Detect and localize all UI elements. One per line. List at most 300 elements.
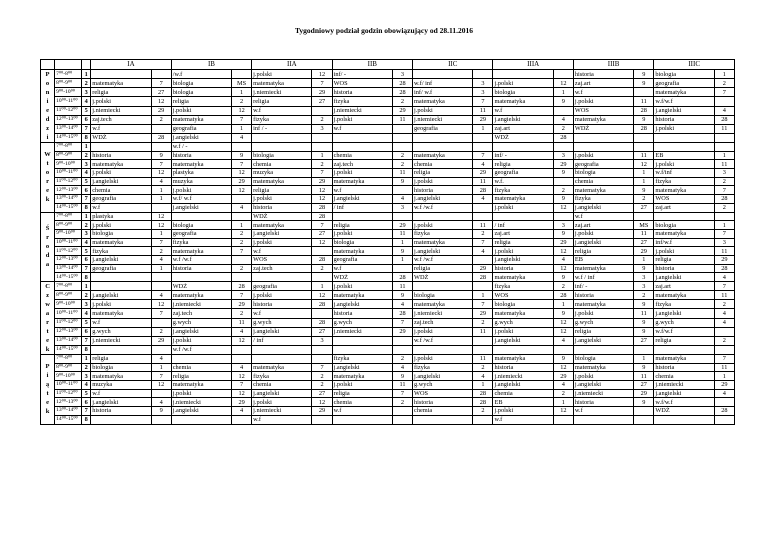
- subject-cell: matematyka: [573, 115, 633, 124]
- subject-cell: fizyka: [332, 355, 392, 364]
- subject-cell: matematyka: [654, 186, 714, 195]
- room-cell: [232, 70, 252, 79]
- room-cell: [714, 212, 734, 221]
- lesson-number: 7: [82, 407, 91, 416]
- table-row: [41, 247, 735, 256]
- room-cell: 4: [553, 255, 573, 264]
- room-cell: 3: [312, 124, 332, 133]
- subject-cell: w.f: [332, 407, 392, 416]
- room-cell: 29: [151, 336, 171, 345]
- room-cell: [232, 212, 252, 221]
- subject-cell: religia: [413, 264, 473, 273]
- class-header-iiia: IIIA: [493, 60, 573, 70]
- table-row: [41, 203, 735, 212]
- subject-cell: j.niemiecki: [91, 106, 151, 115]
- subject-cell: j.polski: [573, 151, 633, 160]
- subject-cell: w.f: [573, 212, 633, 221]
- subject-cell: religia: [654, 336, 714, 345]
- lesson-number: 6: [82, 255, 91, 264]
- subject-cell: historia: [413, 186, 473, 195]
- table-row: [41, 212, 735, 221]
- subject-cell: muzyka: [252, 169, 312, 178]
- room-cell: 1: [634, 177, 654, 186]
- subject-cell: chemia: [171, 363, 231, 372]
- lesson-number: 5: [82, 247, 91, 256]
- table-row: [41, 336, 735, 345]
- room-cell: 3: [553, 151, 573, 160]
- lesson-number: 8: [82, 203, 91, 212]
- room-cell: 9: [392, 372, 412, 381]
- room-cell: 12: [151, 381, 171, 390]
- table-row: [41, 389, 735, 398]
- room-cell: [392, 415, 412, 424]
- subject-cell: matematyka: [91, 238, 151, 247]
- subject-cell: j.polski: [252, 398, 312, 407]
- room-cell: 11: [473, 221, 493, 230]
- day-label: [41, 143, 55, 213]
- subject-cell: j.angielski: [171, 133, 231, 142]
- subject-cell: matematyka: [493, 309, 553, 318]
- subject-cell: [171, 273, 231, 282]
- subject-cell: matematyka: [171, 115, 231, 124]
- subject-cell: matematyka: [332, 247, 392, 256]
- subject-cell: inf/ w.f: [413, 88, 473, 97]
- lesson-number: 8: [82, 345, 91, 354]
- subject-cell: [91, 273, 151, 282]
- lesson-number: 4: [82, 309, 91, 318]
- subject-cell: matematyka: [654, 229, 714, 238]
- subject-cell: j.angielski: [654, 273, 714, 282]
- lesson-hours: 7⁰⁰-8⁰⁰: [55, 212, 82, 221]
- lesson-number: 3: [82, 372, 91, 381]
- subject-cell: matematyka: [654, 355, 714, 364]
- day-letter: w: [45, 301, 50, 308]
- day-letter: i: [46, 372, 49, 380]
- subject-cell: religia: [171, 97, 231, 106]
- day-label: [41, 212, 55, 282]
- room-cell: 12: [232, 186, 252, 195]
- room-cell: 12: [312, 195, 332, 204]
- class-header-iiib: IIIB: [573, 60, 653, 70]
- room-cell: 7: [714, 229, 734, 238]
- lesson-hours: 10⁰⁰-11⁰⁰: [55, 381, 82, 390]
- room-cell: 3: [392, 203, 412, 212]
- subject-cell: w.f: [91, 203, 151, 212]
- room-cell: 4: [232, 203, 252, 212]
- subject-cell: EB: [493, 398, 553, 407]
- subject-cell: [413, 345, 473, 354]
- subject-cell: [332, 345, 392, 354]
- subject-cell: j.angielski: [573, 238, 633, 247]
- room-cell: 29: [392, 106, 412, 115]
- room-cell: 2: [634, 291, 654, 300]
- room-cell: 28: [312, 255, 332, 264]
- lesson-number: 7: [82, 195, 91, 204]
- room-cell: 29: [473, 115, 493, 124]
- room-cell: 7: [232, 247, 252, 256]
- table-row: [41, 255, 735, 264]
- room-cell: 3: [553, 221, 573, 230]
- subject-cell: WOS: [654, 195, 714, 204]
- subject-cell: [493, 345, 553, 354]
- subject-cell: religia: [332, 389, 392, 398]
- table-row: [41, 97, 735, 106]
- room-cell: 1: [312, 282, 332, 291]
- subject-cell: j.angielski: [573, 336, 633, 345]
- room-cell: 2: [553, 124, 573, 133]
- day-letter: d: [45, 252, 50, 260]
- subject-cell: inf / -: [252, 124, 312, 133]
- subject-cell: j.angielski: [413, 195, 473, 204]
- lesson-number: 6: [82, 398, 91, 407]
- room-cell: 28: [312, 300, 332, 309]
- subject-cell: historia: [573, 398, 633, 407]
- subject-cell: w.f: [91, 124, 151, 133]
- subject-cell: matematyka: [573, 264, 633, 273]
- room-cell: [553, 106, 573, 115]
- room-cell: 2: [714, 79, 734, 88]
- room-cell: 9: [634, 70, 654, 79]
- subject-cell: j.polski: [413, 355, 473, 364]
- subject-cell: historia: [493, 264, 553, 273]
- room-cell: 1: [151, 264, 171, 273]
- lesson-hours: 7⁰⁰-8⁰⁰: [55, 282, 82, 291]
- room-cell: 29: [392, 327, 412, 336]
- subject-cell: EB: [573, 255, 633, 264]
- subject-cell: [91, 143, 151, 152]
- subject-cell: w.f / -: [171, 143, 231, 152]
- subject-cell: w.f: [573, 88, 633, 97]
- subject-cell: zaj.tech: [332, 160, 392, 169]
- subject-cell: geografia: [171, 229, 231, 238]
- subject-cell: w.f/inf: [654, 169, 714, 178]
- room-cell: 11: [714, 247, 734, 256]
- subject-cell: historia: [654, 115, 714, 124]
- room-cell: 11: [392, 169, 412, 178]
- subject-cell: j.angielski: [332, 300, 392, 309]
- room-cell: 7: [714, 186, 734, 195]
- room-cell: 3: [392, 70, 412, 79]
- subject-cell: matematyka: [493, 97, 553, 106]
- room-cell: [312, 345, 332, 354]
- subject-cell: [252, 143, 312, 152]
- room-cell: 28: [151, 133, 171, 142]
- room-cell: 29: [151, 106, 171, 115]
- subject-cell: biologia: [171, 88, 231, 97]
- subject-cell: geografia: [573, 160, 633, 169]
- room-cell: 9: [553, 195, 573, 204]
- room-cell: [312, 247, 332, 256]
- room-cell: 3: [312, 336, 332, 345]
- room-cell: 11: [634, 229, 654, 238]
- room-cell: 1: [151, 363, 171, 372]
- subject-cell: historia: [573, 291, 633, 300]
- subject-cell: chemia: [332, 398, 392, 407]
- subject-cell: g.wych: [573, 318, 633, 327]
- lesson-hours: 12⁰⁰-13⁰⁰: [55, 327, 82, 336]
- lesson-number: 4: [82, 97, 91, 106]
- room-cell: 12: [151, 97, 171, 106]
- room-cell: [312, 309, 332, 318]
- subject-cell: matematyka: [252, 79, 312, 88]
- lesson-hours: 14⁰⁰-15⁰⁰: [55, 203, 82, 212]
- room-cell: MS: [232, 79, 252, 88]
- room-cell: 29: [312, 407, 332, 416]
- room-cell: 2: [473, 318, 493, 327]
- header-blank: [82, 60, 91, 70]
- subject-cell: j.angielski: [573, 203, 633, 212]
- subject-cell: [573, 415, 633, 424]
- subject-cell: j.polski: [573, 372, 633, 381]
- day-letter: r: [46, 319, 49, 326]
- room-cell: 11: [392, 282, 412, 291]
- room-cell: 4: [714, 389, 734, 398]
- lesson-hours: 9⁰⁰-10⁰⁰: [55, 300, 82, 309]
- subject-cell: historia: [252, 300, 312, 309]
- room-cell: 11: [634, 372, 654, 381]
- subject-cell: [573, 133, 633, 142]
- lesson-hours: 12⁰⁰-13⁰⁰: [55, 186, 82, 195]
- room-cell: [151, 282, 171, 291]
- room-cell: 7: [232, 160, 252, 169]
- room-cell: 11: [473, 177, 493, 186]
- room-cell: [553, 345, 573, 354]
- subject-cell: j.angielski: [573, 381, 633, 390]
- subject-cell: j.niemiecki: [413, 309, 473, 318]
- room-cell: 28: [392, 79, 412, 88]
- lesson-number: 5: [82, 177, 91, 186]
- subject-cell: muzyka: [91, 381, 151, 390]
- subject-cell: biologia: [413, 291, 473, 300]
- room-cell: 12: [151, 169, 171, 178]
- subject-cell: j.niemiecki: [252, 88, 312, 97]
- subject-cell: [413, 212, 473, 221]
- room-cell: 2: [151, 247, 171, 256]
- subject-cell: w.f /w.f: [413, 255, 473, 264]
- room-cell: 1: [553, 88, 573, 97]
- room-cell: 7: [151, 79, 171, 88]
- room-cell: 27: [312, 229, 332, 238]
- subject-cell: historia: [654, 264, 714, 273]
- subject-cell: geografia: [171, 124, 231, 133]
- subject-cell: EB: [654, 151, 714, 160]
- subject-cell: fizyka: [573, 195, 633, 204]
- table-row: [41, 407, 735, 416]
- lesson-hours: 8⁰⁰-9⁰⁰: [55, 79, 82, 88]
- subject-cell: WOS: [332, 79, 392, 88]
- subject-cell: j.angielski: [91, 291, 151, 300]
- room-cell: 28: [392, 309, 412, 318]
- lesson-number: 3: [82, 300, 91, 309]
- room-cell: 7: [473, 300, 493, 309]
- room-cell: 1: [473, 291, 493, 300]
- room-cell: 12: [312, 238, 332, 247]
- table-row: [41, 186, 735, 195]
- day-letter: z: [46, 125, 49, 132]
- subject-cell: zaj.art: [654, 203, 714, 212]
- table-row: [41, 381, 735, 390]
- subject-cell: j.angielski: [252, 389, 312, 398]
- day-letter: P: [45, 363, 50, 371]
- room-cell: 7: [151, 309, 171, 318]
- room-cell: [714, 143, 734, 152]
- subject-cell: fizyka: [171, 238, 231, 247]
- subject-cell: j.niemiecki: [332, 106, 392, 115]
- room-cell: 12: [553, 327, 573, 336]
- subject-cell: [252, 273, 312, 282]
- room-cell: 12: [553, 363, 573, 372]
- room-cell: 29: [553, 372, 573, 381]
- subject-cell: j.angielski: [91, 177, 151, 186]
- header-blank: [41, 60, 55, 70]
- room-cell: [473, 212, 493, 221]
- subject-cell: biologia: [654, 70, 714, 79]
- lesson-number: 2: [82, 363, 91, 372]
- subject-cell: [493, 143, 553, 152]
- subject-cell: zaj.tech: [413, 318, 473, 327]
- subject-cell: [91, 415, 151, 424]
- day-letter: o: [45, 169, 50, 177]
- room-cell: 2: [232, 238, 252, 247]
- day-letter: e: [46, 399, 49, 407]
- subject-cell: j.polski: [493, 247, 553, 256]
- room-cell: [473, 133, 493, 142]
- room-cell: 28: [553, 291, 573, 300]
- lesson-hours: 8⁰⁰-9⁰⁰: [55, 363, 82, 372]
- room-cell: 12: [232, 169, 252, 178]
- timetable: [40, 59, 735, 425]
- class-header-ia: IA: [91, 60, 171, 70]
- subject-cell: matematyka: [171, 247, 231, 256]
- subject-cell: [252, 133, 312, 142]
- subject-cell: biologia: [493, 88, 553, 97]
- room-cell: 4: [714, 106, 734, 115]
- room-cell: 2: [312, 264, 332, 273]
- room-cell: 28: [714, 115, 734, 124]
- room-cell: 11: [392, 115, 412, 124]
- subject-cell: j.polski: [332, 115, 392, 124]
- table-row: [41, 79, 735, 88]
- room-cell: 29: [473, 264, 493, 273]
- subject-cell: [654, 133, 714, 142]
- room-cell: 7: [392, 389, 412, 398]
- subject-cell: chemia: [493, 389, 553, 398]
- subject-cell: religia: [252, 186, 312, 195]
- subject-cell: g.wych: [413, 381, 473, 390]
- day-letter: t: [46, 390, 49, 398]
- lesson-number: 7: [82, 264, 91, 273]
- room-cell: 11: [473, 355, 493, 364]
- room-cell: 9: [392, 291, 412, 300]
- subject-cell: w.f: [332, 124, 392, 133]
- room-cell: [151, 389, 171, 398]
- room-cell: 12: [232, 389, 252, 398]
- subject-cell: w.f / inf: [573, 273, 633, 282]
- subject-cell: religia: [91, 88, 151, 97]
- table-row: [41, 415, 735, 424]
- room-cell: 28: [473, 186, 493, 195]
- room-cell: 3: [714, 169, 734, 178]
- subject-cell: matematyka: [493, 355, 553, 364]
- subject-cell: WDŻ: [573, 124, 633, 133]
- lesson-hours: 7⁰⁰-8⁰⁰: [55, 355, 82, 364]
- table-row: [41, 309, 735, 318]
- subject-cell: matematyka: [493, 273, 553, 282]
- room-cell: 2: [553, 389, 573, 398]
- lesson-hours: 9⁰⁰-10⁰⁰: [55, 229, 82, 238]
- room-cell: [392, 133, 412, 142]
- subject-cell: w.f: [252, 415, 312, 424]
- lesson-hours: 14⁰⁰-15⁰⁰: [55, 273, 82, 282]
- subject-cell: [91, 282, 151, 291]
- subject-cell: [332, 143, 392, 152]
- day-letter: o: [45, 243, 50, 251]
- room-cell: 11: [634, 151, 654, 160]
- room-cell: 28: [392, 273, 412, 282]
- room-cell: [312, 106, 332, 115]
- room-cell: 28: [312, 318, 332, 327]
- subject-cell: g.wych: [91, 327, 151, 336]
- subject-cell: j.angielski: [654, 389, 714, 398]
- subject-cell: inf/w.f: [654, 238, 714, 247]
- subject-cell: inf/ -: [332, 70, 392, 79]
- day-letter: r: [46, 178, 49, 186]
- room-cell: 7: [473, 97, 493, 106]
- room-cell: [392, 186, 412, 195]
- subject-cell: j.polski: [413, 221, 473, 230]
- subject-cell: [413, 70, 473, 79]
- subject-cell: historia: [332, 309, 392, 318]
- lesson-number: 8: [82, 273, 91, 282]
- lesson-number: 2: [82, 79, 91, 88]
- room-cell: [232, 255, 252, 264]
- room-cell: 9: [553, 97, 573, 106]
- subject-cell: g.wych: [252, 318, 312, 327]
- subject-cell: matematyka: [413, 238, 473, 247]
- room-cell: 28: [392, 88, 412, 97]
- room-cell: [634, 143, 654, 152]
- subject-cell: historia: [171, 264, 231, 273]
- subject-cell: j.angielski: [171, 327, 231, 336]
- day-letter: ą: [45, 381, 50, 389]
- table-row: [41, 143, 735, 152]
- subject-cell: j.polski: [332, 229, 392, 238]
- day-letter: a: [45, 310, 50, 317]
- day-letter: r: [46, 234, 49, 242]
- lesson-hours: 13⁰⁰-14⁰⁰: [55, 195, 82, 204]
- lesson-hours: 11⁰⁰-12⁰⁰: [55, 318, 82, 327]
- subject-cell: religia: [252, 97, 312, 106]
- subject-cell: biologia: [91, 229, 151, 238]
- lesson-hours: 8⁰⁰-9⁰⁰: [55, 221, 82, 230]
- room-cell: 4: [714, 273, 734, 282]
- room-cell: 4: [553, 381, 573, 390]
- room-cell: 2: [473, 363, 493, 372]
- room-cell: 7: [473, 151, 493, 160]
- subject-cell: WDŻ: [171, 282, 231, 291]
- room-cell: [151, 203, 171, 212]
- room-cell: 2: [392, 97, 412, 106]
- room-cell: 29: [392, 221, 412, 230]
- subject-cell: geografia: [493, 169, 553, 178]
- room-cell: 2: [232, 229, 252, 238]
- subject-cell: geografia: [654, 79, 714, 88]
- day-letter: d: [45, 116, 50, 123]
- lesson-hours: 9⁰⁰-10⁰⁰: [55, 88, 82, 97]
- lesson-hours: 11⁰⁰-12⁰⁰: [55, 177, 82, 186]
- table-row: [41, 372, 735, 381]
- subject-cell: [413, 143, 473, 152]
